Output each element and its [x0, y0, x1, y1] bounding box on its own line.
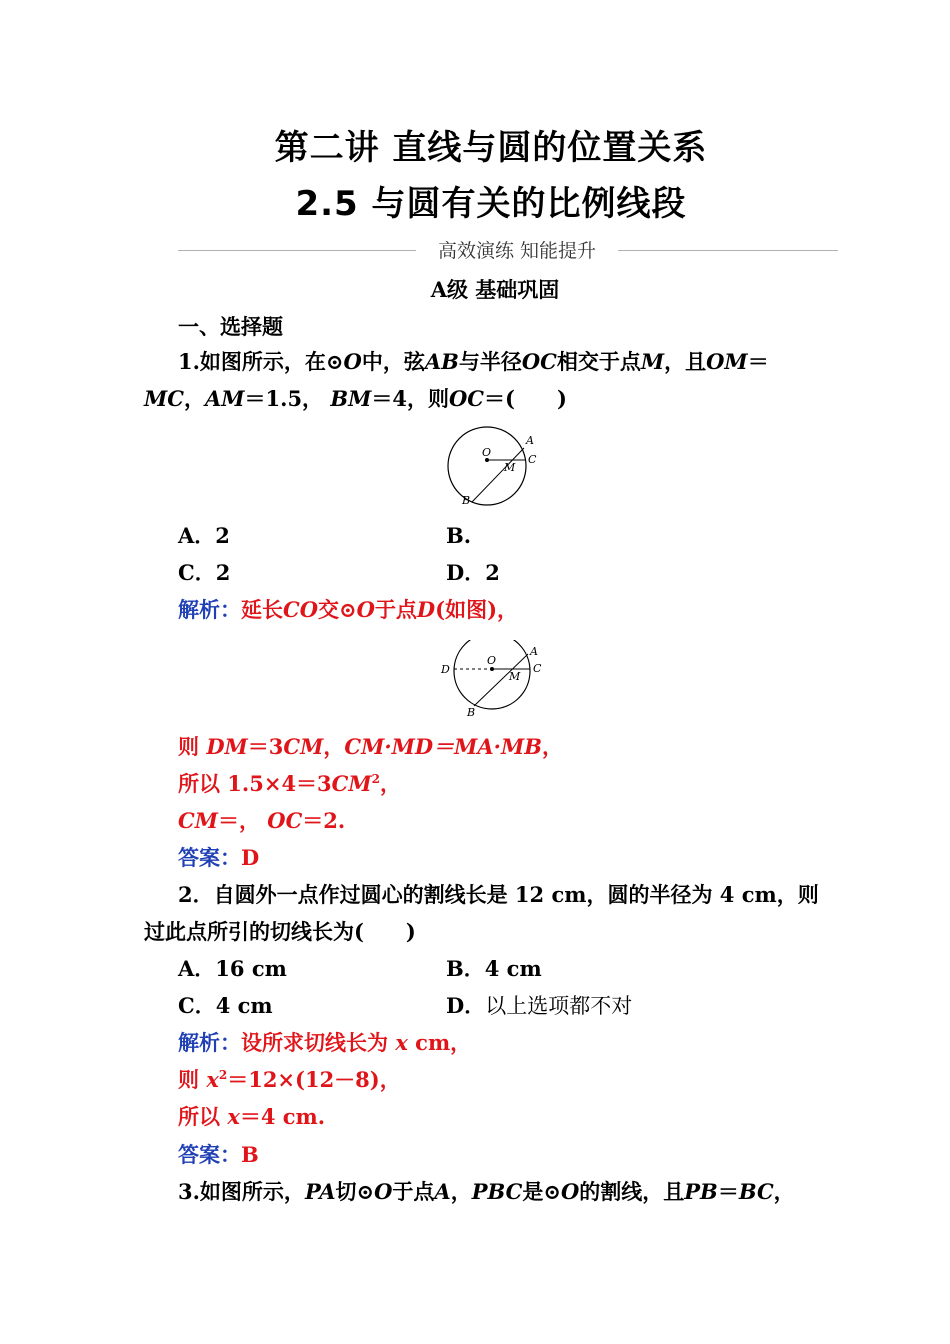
- q1-line1: 1.如图所示，在⊙O中，弦AB与半径OC相交于点M，且OM＝: [178, 349, 769, 374]
- q1-analysis: 解析：延长CO交⊙O于点D(如图)，: [178, 597, 519, 622]
- q1-analysis-figure: [436, 640, 548, 720]
- q2-line1: 2．自圆外一点作过圆心的割线长是 12 cm，圆的半径为 4 cm，则: [178, 882, 819, 907]
- label-c: C: [528, 453, 537, 466]
- banner-text: 高效演练 知能提升: [437, 240, 597, 262]
- banner-rule-left: [178, 250, 416, 251]
- q1-step2: 所以 $1.5\times 4=3CM^2$，: [178, 771, 401, 796]
- chapter-title: 第二讲 直线与圆的位置关系: [274, 128, 708, 168]
- q1-step1: 则 DM＝3CM，CM·MD＝MA·MB，: [178, 734, 563, 759]
- q2-answer: 答案：B: [178, 1142, 259, 1167]
- label-o-2: O: [487, 654, 497, 667]
- q2-step2: 所以 x＝4 cm.: [178, 1104, 326, 1129]
- label-c-2: C: [533, 662, 542, 675]
- banner-rule-right: [618, 250, 838, 251]
- q1-option-c: C．2: [178, 560, 231, 585]
- q1-line2: MC，AM＝1.5， BM＝4，则OC＝( ): [144, 386, 567, 411]
- q2-line2: 过此点所引的切线长为( ): [144, 919, 416, 944]
- label-a: A: [526, 434, 534, 447]
- label-m: M: [504, 461, 516, 474]
- level-heading: A级 基础巩固: [430, 277, 560, 302]
- q1-answer: 答案：D: [178, 845, 260, 870]
- center-point-2: [490, 667, 494, 671]
- label-o: O: [482, 446, 492, 459]
- q2-option-a: A．16 cm: [178, 956, 287, 981]
- q1-option-a: A．2: [178, 523, 230, 548]
- label-m-2: M: [509, 670, 521, 683]
- q1-option-d: D．2: [446, 560, 500, 585]
- q2-option-c: C．4 cm: [178, 993, 273, 1018]
- chord-ab: [472, 448, 524, 502]
- q1-option-b: B.: [446, 523, 472, 548]
- q2-analysis: 解析：设所求切线长为 x cm，: [178, 1030, 472, 1055]
- label-b-2: B: [467, 706, 476, 719]
- q3-line1: 3.如图所示，PA切⊙O于点A，PBC是⊙O的割线，且PB＝BC，: [178, 1179, 795, 1204]
- q1-figure: [440, 420, 550, 515]
- label-d: D: [441, 663, 450, 676]
- q2-step1: 则 $x^2=12\times(12-8)$，: [178, 1067, 401, 1092]
- section-heading: 一、选择题: [178, 314, 283, 339]
- banner: [178, 236, 838, 264]
- label-a-2: A: [530, 645, 538, 658]
- q2-option-d: D．以上选项都不对: [446, 993, 633, 1018]
- section-title: 2.5 与圆有关的比例线段: [295, 184, 687, 224]
- label-b: B: [462, 494, 471, 507]
- q1-step3: CM＝， OC＝2.: [178, 808, 346, 833]
- q2-option-b: B．4 cm: [446, 956, 542, 981]
